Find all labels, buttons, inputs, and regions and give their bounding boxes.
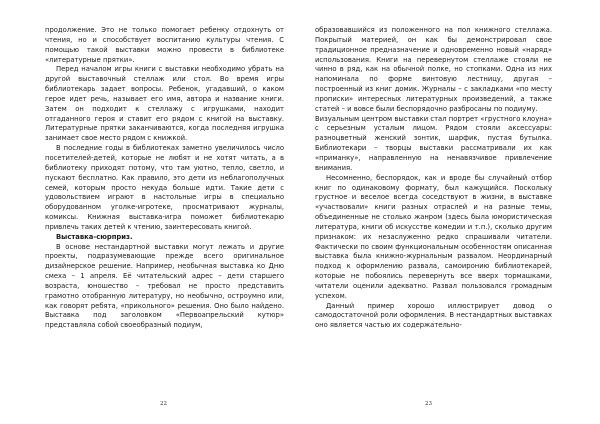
section-heading: Выставка-сюрприз. xyxy=(56,232,133,241)
paragraph: Визуальным центром выставки стал портрет «грустного клоуна» с серьезным усталым лицом. Рядом стояли аксессуары: разноцветный женский зонтик, шарфик, пустая бутылка. Библиотекари – творцы выставки рассматривали их как «приманку», направленную на ненавязчивое привлечение внимания. xyxy=(315,114,552,172)
paragraph: В последние годы в библиотеках заметно увеличилось число посетителей-детей, которые не любят и не хотят читать, а в библиотеку приходят потому, что там уютно, тепло, светло, и пускают бесплатно. Как правило, это дети из неблагополучных семей, которым просто некуда больше идти. Такие дети с удовольствием играют в настольные игры в специально оборудованном уголке-игротеке, просматривают журналы, комиксы. Книжная выставка-игра поможет библиотекарю привлечь таких детей к чтению, заинтересовать книгой. xyxy=(45,144,284,231)
paragraph: В основе нестандартной выставки могут лежать и другие проекты, подразумевающие прежде всего оригинальное дизайнерское решение. Например, необычная выставка ко Дню смеха – 1 апреля. Её читательский адрес – дети старшего возраста, юношество – требовал не просто представить грамотно отобранную литературу, но необычно, остроумно или, как говорят ребята, «прикольного» решения. Оно было найдено. Выставка под заголовком «Первоапрельский кутюр» представляла собой своеобразный подиум, xyxy=(45,242,284,330)
page-number: 22 xyxy=(160,401,167,407)
paragraph: Данный пример хорошо иллюстрирует довод о самодостаточной роли оформления. В нестандартных выставках оно является частью их содержательно- xyxy=(315,301,552,330)
right-page-text-column xyxy=(315,26,552,331)
paragraph: Перед началом игры книги с выставки необходимо убрать на другой выставочный стеллаж или стол. Во время игры библиотекарь задает вопросы. Ребенок, угадавший, о каком герое идет речь, называет его имя, автора и название книги. Затем он подходит к стеллажу с игрушками, находит отгаданного героя и ставит его рядом с книгой на выставку. Литературные прятки заканчиваются, когда последняя игрушка занимает свое место рядом с книжкой. xyxy=(45,65,284,143)
page-number: 23 xyxy=(425,401,432,407)
paragraph: продолжение. Это не только помогает ребенку отдохнуть от чтения, но и способствует воспитанию культуры чтения. С помощью такой выставки можно провести в библиотеке «литературные прятки». xyxy=(45,26,284,64)
paragraph: образовавшийся из положенного на пол книжного стеллажа. Покрытый материей, он как бы демонстрировал свое традиционное предназначение и одновременно новый «наряд» использования. Книги на перевернутом стеллаже стояли не чинно в ряд, как на обычной полке, но стопками. Одна из них напоминала по форме винтовую лестницу, другая – построенный из книг домик. Журналы – с закладками «по месту прописки» интересных литературных произведений, а также статей – и вовсе были беспорядочно разбросаны по подиуму. xyxy=(315,26,552,113)
paragraph: Несомненно, беспорядок, как и вроде бы случайный отбор книг по одинаковому формату, был кажущийся. Поскольку грустное и веселое всегда соседствуют в жизни, в выставке «участвовали» книги разных отраслей и на разные темы, объединенные не столько жанром (здесь была юмористическая литература, книги об искусстве комедии и т.п.), сколько другим признаком: их незаслуженно редко спрашивали читатели. Фактически по своим функциональным особенностям описанная выставка была книжно-журнальным развалом. Неординарный подход к оформлению развала, самоиронию библиотекарей, которые не побоялись перевернуть все вверх тормашками, читатели оценили адекватно. Развал пользовался громадным успехом. xyxy=(315,173,552,300)
right-page xyxy=(300,0,600,424)
left-page-text-column xyxy=(45,26,284,331)
